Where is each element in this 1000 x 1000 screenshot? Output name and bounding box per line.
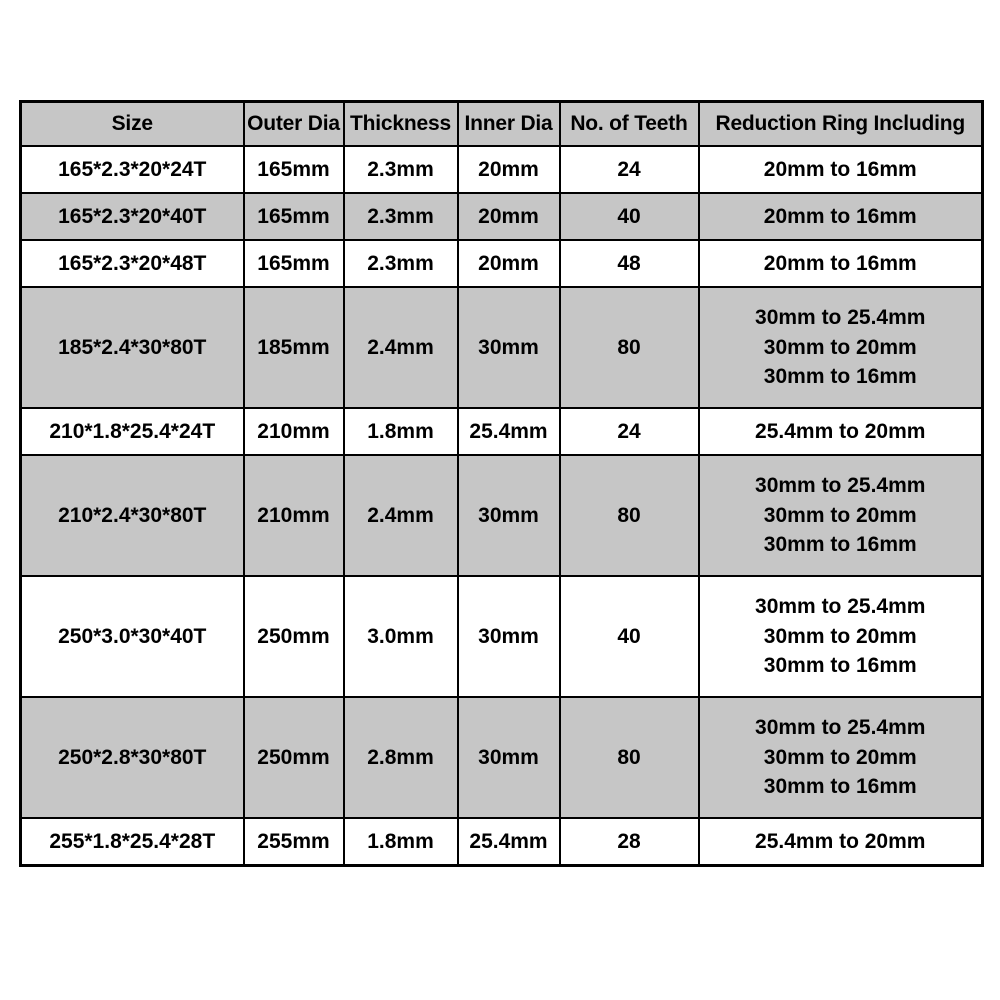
header-row xyxy=(21,102,983,147)
outer-dia-cell-text: 210mm xyxy=(257,503,330,527)
outer-dia-cell-text: 165mm xyxy=(257,157,330,181)
size-cell-text: 185*2.4*30*80T xyxy=(58,335,207,359)
reduction-ring-cell xyxy=(699,697,983,818)
teeth-cell xyxy=(560,287,699,408)
column-header-inner-dia: Inner Dia xyxy=(458,102,560,147)
size-cell xyxy=(21,455,244,576)
table-row xyxy=(21,576,983,697)
reduction-ring-line: 30mm to 20mm xyxy=(763,335,917,359)
size-cell xyxy=(21,287,244,408)
outer-dia-cell-text: 250mm xyxy=(257,745,330,769)
thickness-cell xyxy=(344,697,458,818)
table-row xyxy=(21,240,983,287)
table-row xyxy=(21,408,983,455)
reduction-ring-line: 30mm to 25.4mm xyxy=(755,715,926,739)
thickness-cell-text: 2.4mm xyxy=(367,335,434,359)
reduction-ring-cell xyxy=(699,146,983,193)
outer-dia-cell-text: 165mm xyxy=(257,204,330,228)
reduction-ring-line: 30mm to 20mm xyxy=(763,624,917,648)
outer-dia-cell-text: 250mm xyxy=(257,624,330,648)
thickness-cell-text: 1.8mm xyxy=(367,829,434,853)
reduction-ring-list xyxy=(702,155,980,185)
inner-dia-cell xyxy=(458,146,560,193)
teeth-cell-text: 24 xyxy=(617,419,641,443)
teeth-cell-text: 28 xyxy=(617,829,641,853)
thickness-cell xyxy=(344,193,458,240)
size-cell-text: 165*2.3*20*40T xyxy=(58,204,207,228)
thickness-cell-text: 3.0mm xyxy=(367,624,434,648)
outer-dia-cell xyxy=(244,240,344,287)
outer-dia-cell xyxy=(244,697,344,818)
thickness-cell xyxy=(344,818,458,866)
reduction-ring-cell xyxy=(699,240,983,287)
reduction-ring-cell xyxy=(699,576,983,697)
inner-dia-cell xyxy=(458,818,560,866)
reduction-ring-line: 25.4mm to 20mm xyxy=(755,419,926,443)
reduction-ring-list xyxy=(702,417,980,447)
outer-dia-cell xyxy=(244,408,344,455)
teeth-cell xyxy=(560,193,699,240)
outer-dia-cell xyxy=(244,146,344,193)
inner-dia-cell-text: 20mm xyxy=(478,251,539,275)
thickness-cell xyxy=(344,576,458,697)
inner-dia-cell-text: 20mm xyxy=(478,157,539,181)
teeth-cell xyxy=(560,576,699,697)
thickness-cell xyxy=(344,240,458,287)
teeth-cell-text: 40 xyxy=(617,204,641,228)
teeth-cell-text: 80 xyxy=(617,503,641,527)
reduction-ring-list xyxy=(702,202,980,232)
inner-dia-cell xyxy=(458,193,560,240)
size-cell xyxy=(21,818,244,866)
column-header-no-of-teeth: No. of Teeth xyxy=(560,102,699,147)
inner-dia-cell xyxy=(458,408,560,455)
table-body xyxy=(21,146,983,866)
outer-dia-cell xyxy=(244,455,344,576)
table-header xyxy=(21,102,983,147)
reduction-ring-list xyxy=(702,303,980,392)
outer-dia-cell xyxy=(244,193,344,240)
inner-dia-cell xyxy=(458,576,560,697)
reduction-ring-line: 30mm to 25.4mm xyxy=(755,594,926,618)
thickness-cell-text: 2.3mm xyxy=(367,157,434,181)
table-row xyxy=(21,287,983,408)
teeth-cell-text: 48 xyxy=(617,251,641,275)
reduction-ring-line: 30mm to 16mm xyxy=(763,654,917,678)
thickness-cell-text: 2.3mm xyxy=(367,204,434,228)
teeth-cell xyxy=(560,408,699,455)
inner-dia-cell-text: 30mm xyxy=(478,335,539,359)
reduction-ring-line: 25.4mm to 20mm xyxy=(755,829,926,853)
inner-dia-cell-text: 30mm xyxy=(478,624,539,648)
table-row xyxy=(21,697,983,818)
reduction-ring-cell xyxy=(699,408,983,455)
thickness-cell xyxy=(344,408,458,455)
inner-dia-cell-text: 25.4mm xyxy=(469,829,548,853)
column-header-thickness: Thickness xyxy=(344,102,458,147)
thickness-cell-text: 2.3mm xyxy=(367,251,434,275)
teeth-cell xyxy=(560,240,699,287)
outer-dia-cell xyxy=(244,576,344,697)
size-cell-text: 250*3.0*30*40T xyxy=(58,624,207,648)
outer-dia-cell-text: 165mm xyxy=(257,251,330,275)
reduction-ring-line: 30mm to 16mm xyxy=(763,365,917,389)
specification-table-container xyxy=(19,100,981,867)
reduction-ring-list xyxy=(702,713,980,802)
teeth-cell-text: 80 xyxy=(617,335,641,359)
column-header-size: Size xyxy=(21,102,244,147)
teeth-cell xyxy=(560,455,699,576)
thickness-cell-text: 2.8mm xyxy=(367,745,434,769)
teeth-cell-text: 40 xyxy=(617,624,641,648)
size-cell-text: 165*2.3*20*48T xyxy=(58,251,207,275)
teeth-cell xyxy=(560,818,699,866)
column-header-outer-dia: Outer Dia xyxy=(244,102,344,147)
size-cell xyxy=(21,576,244,697)
teeth-cell-text: 24 xyxy=(617,157,641,181)
column-header-reduction-ring-including: Reduction Ring Including xyxy=(699,102,983,147)
size-cell xyxy=(21,697,244,818)
thickness-cell xyxy=(344,146,458,193)
reduction-ring-line: 30mm to 20mm xyxy=(763,503,917,527)
size-cell-text: 250*2.8*30*80T xyxy=(58,745,207,769)
reduction-ring-line: 20mm to 16mm xyxy=(763,157,917,181)
teeth-cell xyxy=(560,697,699,818)
size-cell xyxy=(21,240,244,287)
size-cell xyxy=(21,408,244,455)
inner-dia-cell-text: 20mm xyxy=(478,204,539,228)
outer-dia-cell-text: 210mm xyxy=(257,419,330,443)
size-cell xyxy=(21,193,244,240)
saw-blade-specification-table xyxy=(19,100,984,867)
table-row xyxy=(21,146,983,193)
reduction-ring-list xyxy=(702,249,980,279)
reduction-ring-cell xyxy=(699,193,983,240)
reduction-ring-line: 30mm to 16mm xyxy=(763,533,917,557)
reduction-ring-line: 30mm to 25.4mm xyxy=(755,473,926,497)
inner-dia-cell xyxy=(458,455,560,576)
reduction-ring-cell xyxy=(699,455,983,576)
reduction-ring-list xyxy=(702,827,980,857)
thickness-cell xyxy=(344,287,458,408)
reduction-ring-line: 20mm to 16mm xyxy=(763,204,917,228)
reduction-ring-cell xyxy=(699,818,983,866)
reduction-ring-line: 30mm to 20mm xyxy=(763,745,917,769)
size-cell-text: 210*2.4*30*80T xyxy=(58,503,207,527)
reduction-ring-list xyxy=(702,471,980,560)
size-cell-text: 210*1.8*25.4*24T xyxy=(49,419,216,443)
size-cell-text: 165*2.3*20*24T xyxy=(58,157,207,181)
outer-dia-cell-text: 255mm xyxy=(257,829,330,853)
outer-dia-cell xyxy=(244,287,344,408)
reduction-ring-list xyxy=(702,592,980,681)
table-row xyxy=(21,193,983,240)
table-row xyxy=(21,455,983,576)
teeth-cell-text: 80 xyxy=(617,745,641,769)
thickness-cell-text: 1.8mm xyxy=(367,419,434,443)
size-cell-text: 255*1.8*25.4*28T xyxy=(49,829,216,853)
thickness-cell-text: 2.4mm xyxy=(367,503,434,527)
reduction-ring-line: 20mm to 16mm xyxy=(763,251,917,275)
reduction-ring-line: 30mm to 16mm xyxy=(763,775,917,799)
inner-dia-cell-text: 30mm xyxy=(478,745,539,769)
inner-dia-cell-text: 25.4mm xyxy=(469,419,548,443)
teeth-cell xyxy=(560,146,699,193)
outer-dia-cell xyxy=(244,818,344,866)
outer-dia-cell-text: 185mm xyxy=(257,335,330,359)
reduction-ring-line: 30mm to 25.4mm xyxy=(755,305,926,329)
inner-dia-cell-text: 30mm xyxy=(478,503,539,527)
inner-dia-cell xyxy=(458,697,560,818)
inner-dia-cell xyxy=(458,287,560,408)
thickness-cell xyxy=(344,455,458,576)
table-row xyxy=(21,818,983,866)
reduction-ring-cell xyxy=(699,287,983,408)
size-cell xyxy=(21,146,244,193)
inner-dia-cell xyxy=(458,240,560,287)
